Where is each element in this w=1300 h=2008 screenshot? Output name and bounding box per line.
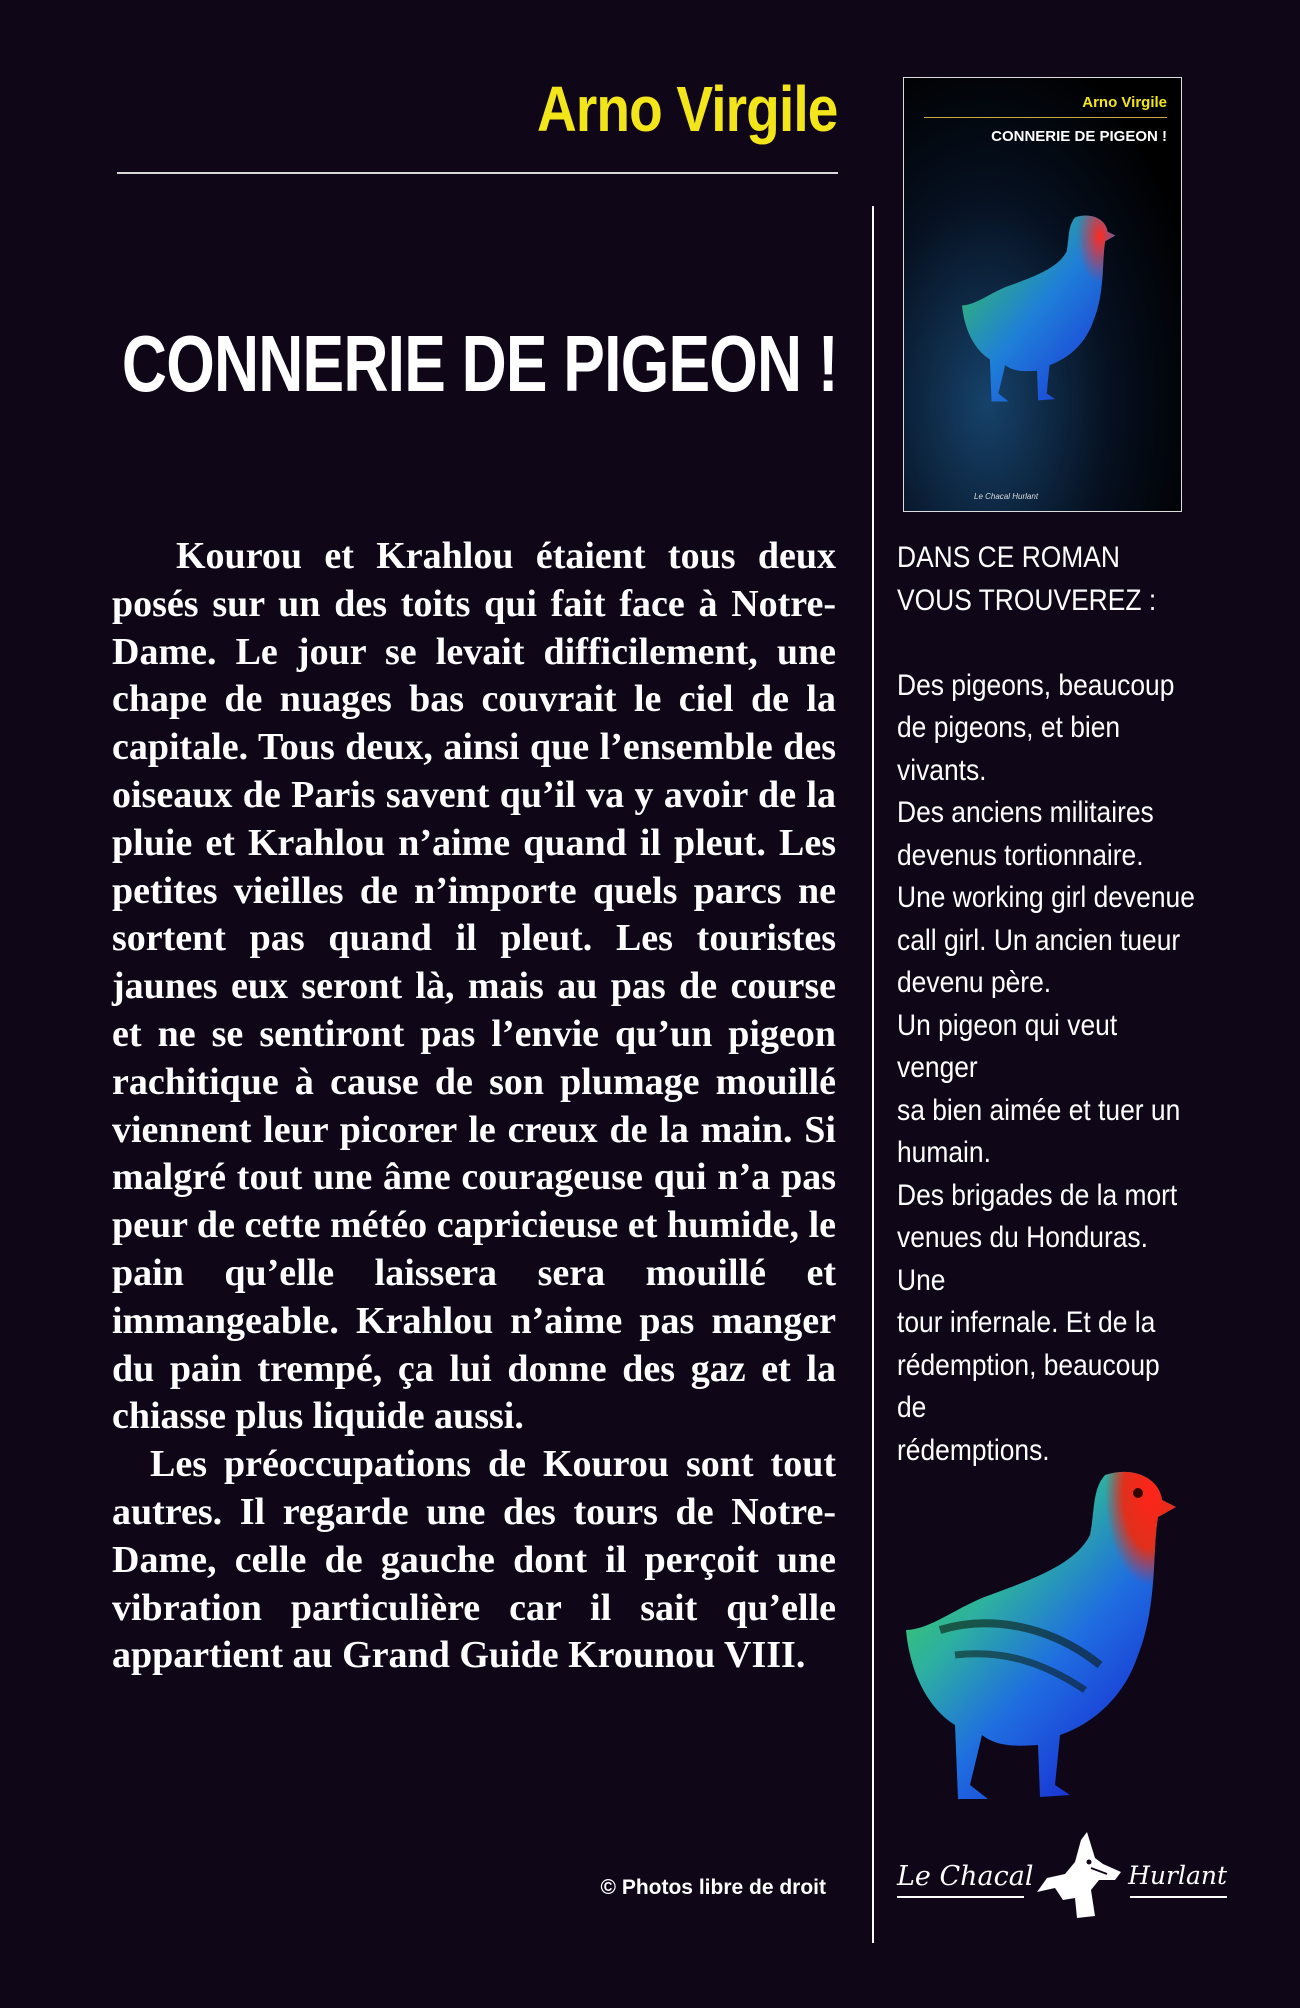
publisher-logo	[897, 1828, 1227, 1920]
jackal-icon	[1025, 1828, 1125, 1920]
promo-heading: VOUS TROUVEREZ :	[897, 583, 1157, 617]
book-title: CONNERIE DE PIGEON !	[122, 319, 838, 408]
promo-item: Un pigeon qui veut venger sa bien aimée et tuer un humain.	[897, 1008, 1181, 1169]
author-name: Arno Virgile	[537, 73, 838, 145]
cover-rule	[924, 117, 1167, 118]
publisher-name-right: Hurlant	[1128, 1861, 1227, 1890]
excerpt-text	[112, 533, 836, 1680]
promo-item: Des brigades de la mort venues du Honduras. Une tour infernale. Et de la rédemption, beaucoup de rédemptions.	[897, 1178, 1178, 1467]
promo-item: Une working girl devenue call girl. Un ancien tueur devenu père.	[897, 881, 1195, 999]
photo-credit: © Photos libre de droit	[600, 1876, 826, 1899]
cover-publisher: Le Chacal Hurlant	[974, 492, 1039, 501]
cover-author: Arno Virgile	[1082, 94, 1167, 111]
publisher-name-left: Le Chacal	[897, 1861, 1034, 1892]
excerpt-paragraph: Les préoccupations de Kourou sont tout autres. Il regarde une des tours de Notre-Dame, celle de gauche dont il perçoit une vibration particulière car il sait qu’elle appartient au Grand Guide Krounou VIII.	[112, 1443, 836, 1677]
author-divider	[117, 172, 838, 174]
promo-item: Des pigeons, beaucoup de pigeons, et bien vivants.	[897, 668, 1175, 787]
cover-pigeon-icon	[956, 206, 1126, 406]
excerpt-paragraph: Kourou et Krahlou étaient tous deux posés sur un des toits qui fait face à Notre-Dame. Le jour se levait difficilement, une chape de nuages bas couvrait le ciel de la capitale. Tous deux, ainsi que l’ensemble des oiseaux de Paris savent qu’il va y avoir de la pluie et Krahlou n’aime quand il pleut. Les petites vieilles de n’importe quels parcs ne sortent pas quand il pleut. Les touristes jaunes eux seront là, mais au pas de course et ne se sentiront pas l’envie qu’un pigeon rachitique à cause de son plumage mouillé viennent leur picorer le creux de la main. Si malgré tout une âme courageuse qui n’a pas peur de cette météo capricieuse et humide, le pain qu’elle laissera sera mouillé et immangeable. Krahlou n’aime pas manger du pain trempé, ça lui donne des gaz et la chiasse plus liquide aussi.	[112, 535, 836, 1438]
cover-title: CONNERIE DE PIGEON !	[991, 128, 1167, 145]
column-divider	[872, 206, 874, 1943]
promo-item: Des anciens militaires devenus tortionnaire.	[897, 796, 1154, 872]
pigeon-illustration-icon	[900, 1455, 1190, 1807]
book-cover-image	[903, 77, 1182, 512]
promo-panel	[897, 537, 1196, 1472]
promo-heading: DANS CE ROMAN	[897, 541, 1120, 574]
